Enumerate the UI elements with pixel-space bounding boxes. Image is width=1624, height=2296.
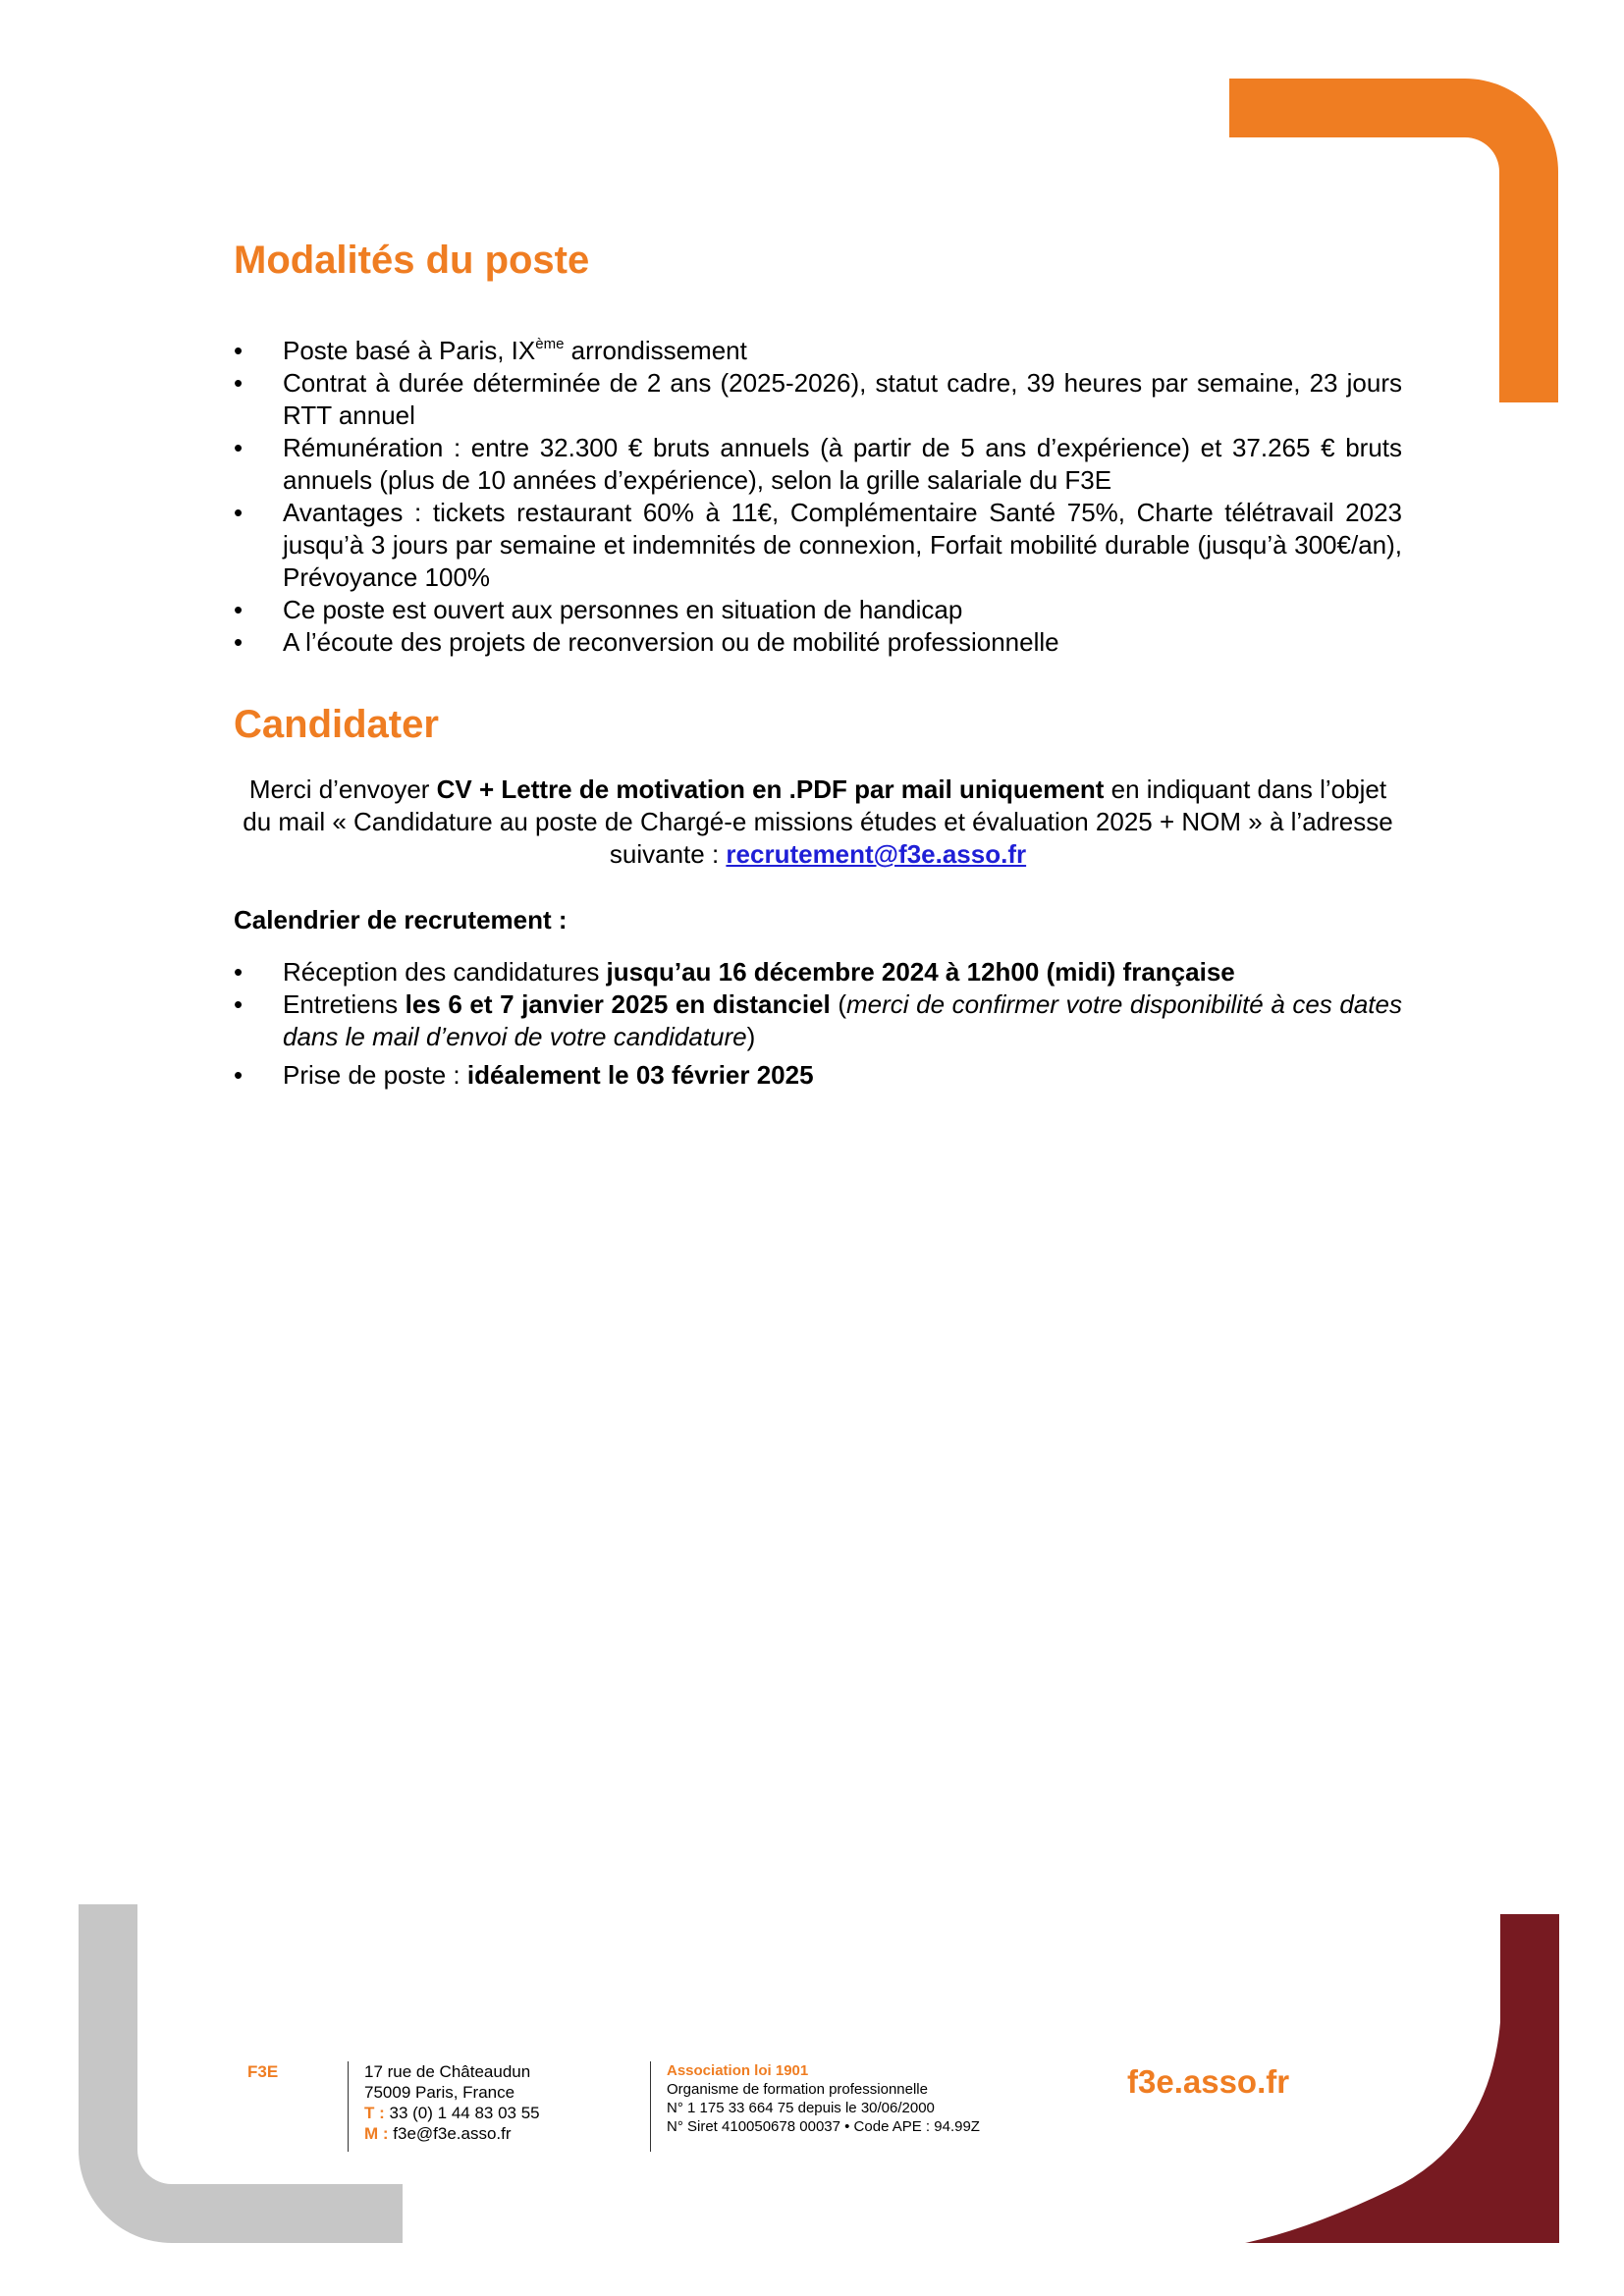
recruitment-email-link[interactable]: recrutement@f3e.asso.fr: [726, 839, 1027, 869]
modalites-list: [234, 335, 1402, 659]
section-title-modalites: Modalités du poste: [234, 239, 590, 282]
application-instructions: Merci d’envoyer CV + Lettre de motivation en .PDF par mail uniquement en indiquant dans l’objet du mail « Candidature au poste de Chargé-e missions études et évaluation 2025 + NOM » à l’adresse suivante : recrutement@f3e.asso.fr: [243, 774, 1393, 869]
list-item: • Contrat à durée déterminée de 2 ans (2025-2026), statut cadre, 39 heures par semaine, 23 jours RTT annuel: [234, 367, 1402, 432]
org-line: N° Siret 410050678 00037 • Code APE : 94.99Z: [667, 2118, 980, 2135]
footer-website[interactable]: f3e.asso.fr: [1127, 2063, 1290, 2100]
list-item: • Avantages : tickets restaurant 60% à 11€, Complémentaire Santé 75%, Charte télétravail 2023 jusqu’à 3 jours par semaine et indemnités de connexion, Forfait mobilité durable (jusqu’à 300€/an), Prévoyance 100%: [234, 497, 1402, 594]
dark-red-corner-decoration: [1245, 1914, 1559, 2243]
calendar-heading: Calendrier de recrutement :: [234, 905, 568, 934]
org-line: Organisme de formation professionnelle: [667, 2081, 928, 2098]
list-item: • Ce poste est ouvert aux personnes en situation de handicap: [234, 594, 1402, 626]
footer-address: [348, 2061, 540, 2152]
list-item: • Rémunération : entre 32.300 € bruts annuels (à partir de 5 ans d’expérience) et 37.265 € bruts annuels (plus de 10 années d’expérience), selon la grille salariale du F3E: [234, 432, 1402, 497]
footer-organisation: [650, 2061, 980, 2152]
address-line: 75009 Paris, France: [364, 2083, 515, 2102]
calendar-list: [234, 956, 1402, 1092]
list-item: • Entretiens les 6 et 7 janvier 2025 en distanciel (merci de confirmer votre disponibilité à ces dates dans le mail d’envoi de votre candidature): [234, 988, 1402, 1053]
list-item: • A l’écoute des projets de reconversion ou de mobilité professionnelle: [234, 626, 1402, 659]
org-line: N° 1 175 33 664 75 depuis le 30/06/2000: [667, 2100, 935, 2116]
footer-mail: M : f3e@f3e.asso.fr: [364, 2124, 512, 2143]
list-item: • Réception des candidatures jusqu’au 16 décembre 2024 à 12h00 (midi) française: [234, 956, 1402, 988]
list-item: • Prise de poste : idéalement le 03 février 2025: [234, 1059, 1402, 1092]
section-title-candidater: Candidater: [234, 703, 439, 746]
address-line: 17 rue de Châteaudun: [364, 2062, 531, 2081]
list-item: • Poste basé à Paris, IXème arrondissement: [234, 335, 1402, 367]
footer-phone: T : 33 (0) 1 44 83 03 55: [364, 2104, 540, 2122]
footer-brand: F3E: [247, 2062, 279, 2081]
org-title: Association loi 1901: [667, 2062, 809, 2079]
